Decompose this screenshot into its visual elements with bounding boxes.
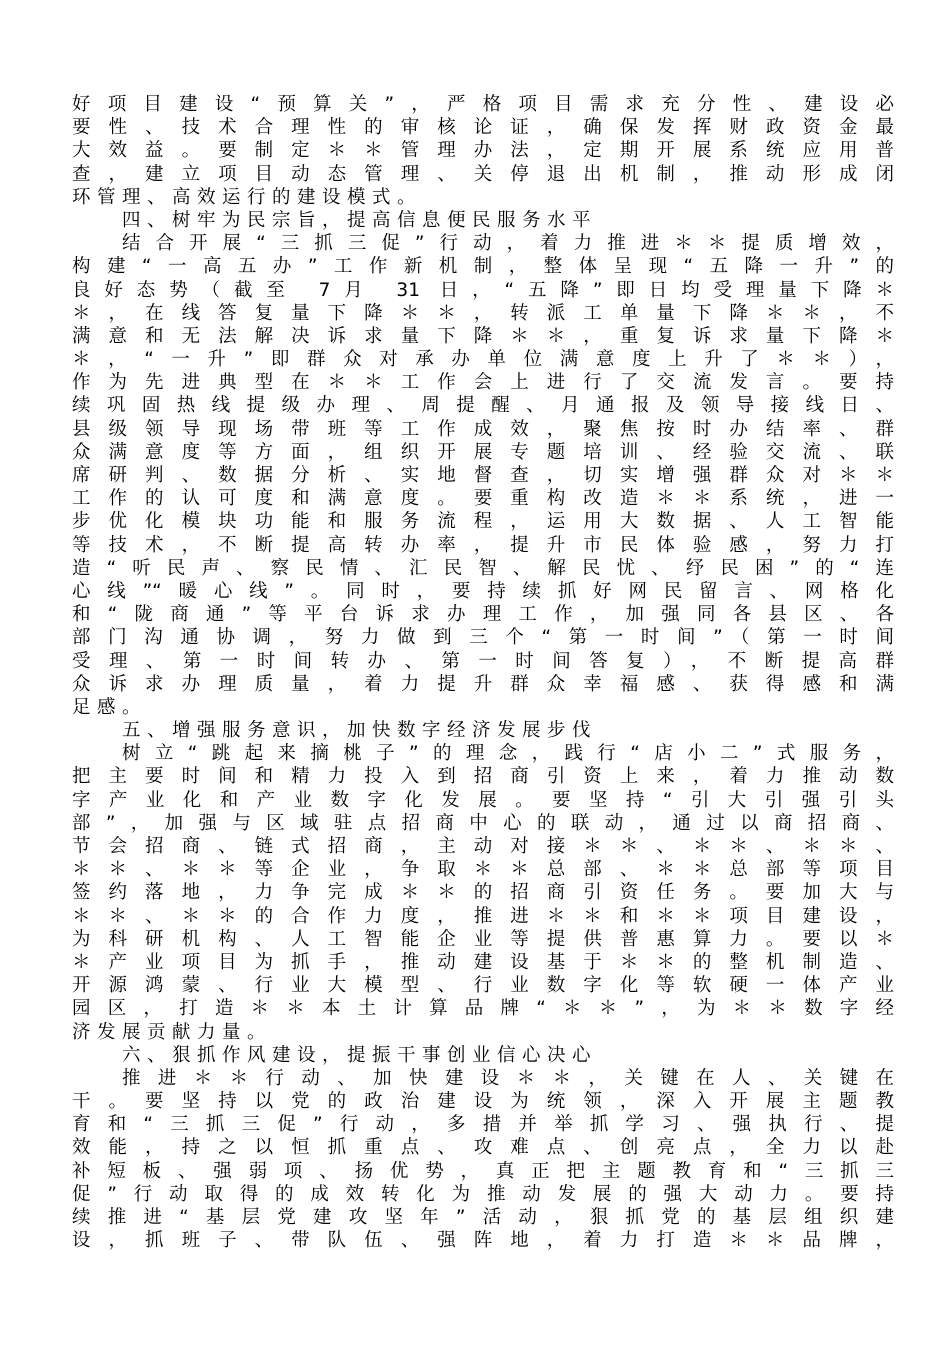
- text-line: 为科研机构、人工智能企业等提供普惠算力。要以＊: [72, 928, 894, 950]
- text-line: 等技术，不断提高转办率，提升市民体验感，努力打: [72, 534, 894, 556]
- text-line: 环管理、高效运行的建设模式。: [72, 186, 423, 208]
- text-line: 开源鸿蒙、行业大模型、行业数字化等软硬一体产业: [72, 975, 894, 997]
- text-line: 步优化模块功能和服务流程，运用大数据、人工智能: [72, 511, 894, 533]
- text-line: 树立“跳起来摘桃子”的理念，践行“店小二”式服务，: [122, 743, 894, 765]
- text-line: 作为先进典型在＊＊工作会上进行了交流发言。要持: [72, 372, 894, 394]
- text-line: 心线”“暖心线”。同时，要持续抓好网民留言、网格化: [72, 580, 894, 602]
- text-line: 众满意度等方面，组织开展专题培训、经验交流、联: [72, 441, 894, 463]
- text-line: 县级领导现场带班等工作成效，聚焦按时办结率、群: [72, 418, 894, 440]
- text-line: 续推进“基层党建攻坚年”活动，狠抓党的基层组织建: [72, 1207, 894, 1228]
- text-line: 查，建立项目动态管理、关停退出机制，推动形成闭: [72, 163, 894, 185]
- text-line: 构建“一高五办”工作新机制，整体呈现“五降一升”的: [72, 256, 894, 278]
- text-line: 众诉求办理质量，着力提升群众幸福感、获得感和满: [72, 673, 894, 695]
- text-line: 受理、第一时间转办、第一时间答复），不断提高群: [72, 650, 894, 672]
- text-line: 节会招商、链式招商，主动对接＊＊、＊＊、＊＊、: [72, 836, 894, 857]
- text-line: ＊＊、＊＊等企业，争取＊＊总部、＊＊总部等项目: [72, 859, 894, 881]
- text-line: 和“陇商通”等平台诉求办理工作，加强同各县区、各: [72, 604, 894, 626]
- text-line: 足感。: [72, 696, 148, 718]
- text-line: 把主要时间和精力投入到招商引资上来，着力推动数: [72, 766, 894, 788]
- text-line: 好项目建设“预算关”，严格项目需求充分性、建设必: [72, 94, 894, 115]
- section-heading: 四、树牢为民宗旨，提高信息便民服务水平: [122, 209, 598, 231]
- text-line: 大效益。要制定＊＊管理办法，定期开展系统应用普: [72, 140, 894, 162]
- text-line: 部”，加强与区域驻点招商中心的联动，通过以商招商、: [72, 812, 894, 834]
- section-heading: 六、狠抓作风建设，提振干事创业信心决心: [122, 1044, 598, 1066]
- text-line: ＊，“一升”即群众对承办单位满意度上升了＊＊），: [72, 349, 894, 371]
- text-line: 补短板、强弱项、扬优势，真正把主题教育和“三抓三: [72, 1160, 894, 1182]
- text-line: ＊＊、＊＊的合作力度，推进＊＊和＊＊项目建设，: [72, 905, 894, 927]
- text-line: 干。要坚持以党的政治建设为统领，深入开展主题教: [72, 1091, 894, 1113]
- text-line: 续巩固热线提级办理、周提醒、月通报及领导接线日、: [72, 395, 894, 417]
- text-line: 部门沟通协调，努力做到三个“第一时间”（第一时间: [72, 627, 894, 649]
- text-line: 造“听民声、察民情、汇民智、解民忧、纾民困”的“连: [72, 557, 894, 579]
- text-line: 设，抓班子、带队伍、强阵地，着力打造＊＊品牌，: [72, 1230, 894, 1252]
- text-line: 园区，打造＊＊本土计算品牌“＊＊”，为＊＊数字经: [72, 998, 894, 1020]
- document-page: [72, 93, 894, 1252]
- text-line: 推进＊＊行动、加快建设＊＊，关键在人、关键在: [122, 1067, 894, 1089]
- text-line: 工作的认可度和满意度。要重构改造＊＊系统，进一: [72, 488, 894, 510]
- section-heading: 五、增强服务意识，加快数字经济发展步伐: [122, 720, 598, 742]
- text-line: 签约落地，力争完成＊＊的招商引资任务。要加大与: [72, 882, 894, 904]
- text-line: 结合开展“三抓三促”行动，着力推进＊＊提质增效，: [122, 233, 894, 255]
- text-line: 育和“三抓三促”行动，多措并举抓学习、强执行、提: [72, 1114, 894, 1136]
- text-line: 要性、技术合理性的审核论证，确保发挥财政资金最: [72, 117, 894, 139]
- text-line: ＊产业项目为抓手，推动建设基于＊＊的整机制造、: [72, 951, 894, 973]
- text-line: 席研判、数据分析、实地督查，切实增强群众对＊＊: [72, 465, 894, 486]
- text-line: 良好态势（截至 7月 31 日，“五降”即日均受理量下降＊: [72, 279, 894, 301]
- text-line: 促”行动取得的成效转化为推动发展的强大动力。要持: [72, 1183, 894, 1205]
- text-line: 效能，持之以恒抓重点、攻难点、创亮点，全力以赴: [72, 1137, 894, 1159]
- text-line: 字产业化和产业数字化发展。要坚持“引大引强引头: [72, 789, 894, 811]
- text-line: 满意和无法解决诉求量下降＊＊，重复诉求量下降＊: [72, 325, 894, 347]
- text-line: ＊，在线答复量下降＊＊，转派工单量下降＊＊，不: [72, 302, 894, 324]
- text-line: 济发展贡献力量。: [72, 1021, 273, 1043]
